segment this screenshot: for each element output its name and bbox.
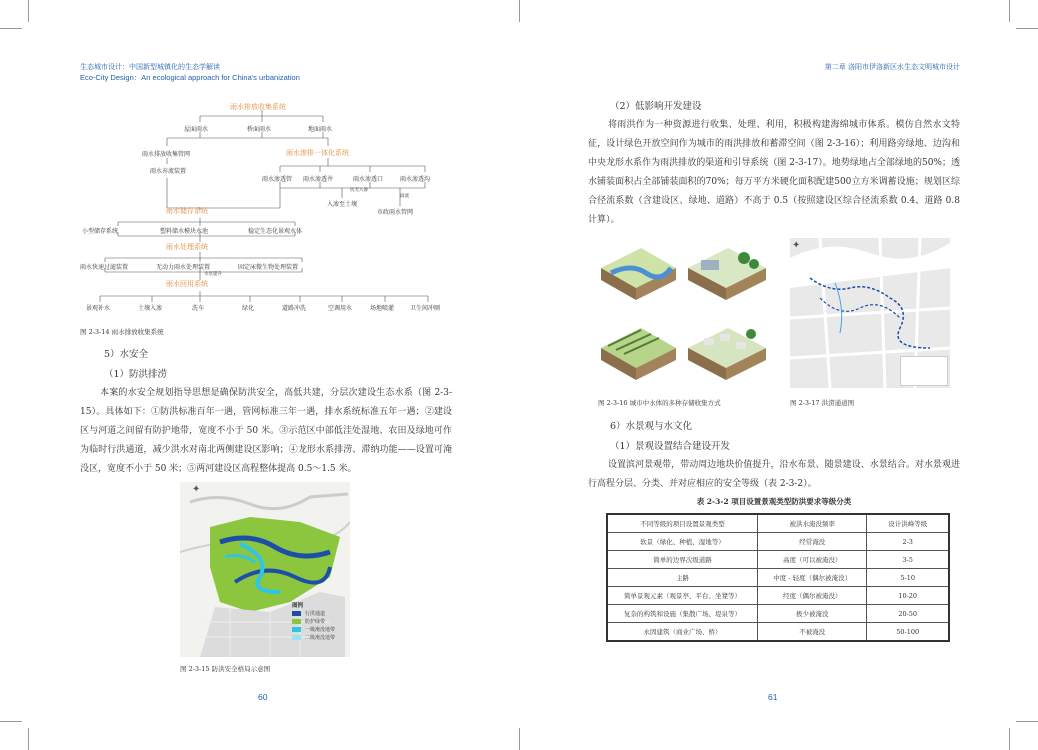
table-cell: 经度（偶尔被淹没）	[757, 587, 866, 605]
section-heading-water-landscape: 6）水景观与水文化	[610, 421, 693, 432]
table-cell: 经常淹没	[757, 533, 866, 551]
north-arrow-icon: ✦	[792, 240, 801, 251]
legend-item-protective-green: 防护绿带	[292, 618, 348, 626]
rainwater-flowchart	[80, 100, 450, 320]
table-row	[607, 533, 949, 551]
header-book-title-en: Eco-City Design：An ecological approach for China's urbanization	[80, 73, 300, 82]
table-cell: 简单景观元素（观景亭、平台、坐凳等）	[607, 587, 757, 605]
flow-node-ground-rainwater: 地面雨水	[308, 126, 333, 133]
table-cell: 中度 - 轻度（偶尔被淹没）	[757, 569, 866, 587]
flood-channel-map	[790, 238, 950, 388]
table-cell: 复杂的构筑和设施（集散广场、堤泉等）	[607, 605, 757, 623]
table-header-cell: 被洪水淹没频率	[757, 514, 866, 533]
flow-node-roof-rainwater: 屋面雨水	[184, 126, 209, 133]
legend-item-level1-flood: 一级淹没地带	[292, 626, 348, 634]
flow-note-pump: 水泵提升	[204, 272, 222, 277]
flow-node-discard-device: 雨水弃流装置	[150, 168, 187, 175]
flow-node-toilet-flushing: 卫生间冲厕	[410, 305, 441, 312]
table-cell: 5-10	[867, 569, 949, 587]
map-legend-box	[900, 356, 948, 386]
table-header-cell: 设计洪峰等级	[867, 514, 949, 533]
table-header-cell: 不同等级的项目设置景观类型	[607, 514, 757, 533]
flow-node-municipal-pipe: 市政雨水管网	[377, 209, 414, 216]
map-legend-title: 图例	[292, 603, 304, 609]
table-cell: 10-20	[867, 587, 949, 605]
subheading-flood-control: （1）防洪排涝	[104, 369, 168, 380]
flow-node-soil-seepage: 土壤入渗	[138, 305, 163, 312]
flood-safety-map	[180, 482, 350, 657]
table-cell: 50-100	[867, 623, 949, 642]
table-title: 表 2-3-2 项目设置景观类型防洪要求等级分类	[696, 497, 852, 506]
section-heading-water-security: 5）水安全	[104, 349, 149, 360]
flow-node-pipe-network: 雨水排放收集管网	[142, 151, 191, 158]
flow-node-microbial-treatment: 固定床微生物处理装置	[238, 264, 299, 271]
flow-node-ac-water: 空调用水	[328, 305, 353, 312]
flow-node-seepage-well: 雨水渗透井	[303, 176, 334, 183]
flow-node-car-wash: 洗车	[192, 305, 205, 312]
paragraph-low-impact-development: 将雨洪作为一种资源进行收集、处理、利用，积极构建海绵城市体系。模仿自然水文特征，设计绿色开放空间作为城市的雨洪排放和蓄滞空间（图 2-3-16）；利用路旁绿地、边沟和中央龙形水系作为雨洪排放的渠道和引导系统（图 2-3-17）。地势绿地占全部绿地的50%；透水铺装面积占全部铺装面积的70%；每万平方米硬化面积配建500立方米调蓄设施；规划区综合径流系数（含建设区、绿地、道路）不高于 0.5（按照建设区综合径流系数 0.4、道路 0.8 计算）。	[588, 120, 960, 225]
table-cell: 简单的边界次级道路	[607, 551, 757, 569]
flow-node-plastic-module-pool: 塑料储水模块水池	[160, 228, 209, 235]
paragraph-landscape-development: 设置滨河景观带，带动周边地块价值提升，沿水布景、随景建设、水景结合。对水景观进行高程分层、分类、并对应相应的安全等级（表 2-3-2）。	[588, 460, 960, 489]
table-row	[607, 587, 949, 605]
table-cell: 主路	[607, 569, 757, 587]
flow-node-soil-infiltration: 入渗至土壤	[327, 201, 358, 208]
header-book-title-cn: 生态城市设计：中国新型城镇化的生态学解读	[80, 63, 220, 71]
subheading-low-impact-development: （2）低影响开发建设	[610, 101, 702, 112]
table-cell: 3-5	[867, 551, 949, 569]
flow-node-reuse-system: 雨水回用系统	[166, 280, 208, 288]
table-cell: 20-50	[867, 605, 949, 623]
flow-node-collection-system: 雨水排放收集系统	[230, 103, 286, 111]
figure-caption-2-3-16: 图 2-3-16 城市中水体的多种存储收集方式	[598, 399, 721, 407]
flow-node-infiltration-system: 雨水渗排一体化系统	[286, 149, 349, 157]
paragraph-flood-control: 本案的水安全规划指导思想是确保防洪安全，高低共建，分层次建设生态水系（图 2-3-15）。具体如下：①防洪标准百年一遇，管网标准三年一遇，排水系统标准五年一遇；②建设区与河道之间留有防护地带，宽度不小于 50 米。③示范区中部低洼处湿地、农田及绿地可作为临时行洪通道，减少洪水对南北两侧建设区影响；④龙形水系排涝、滞纳功能——设置可淹没区，宽度不小于 50 米；⑤两河建设区高程整体提高 0.5～1.5 米。	[80, 388, 452, 474]
table-cell: 软景（绿化、种植、湿地等）	[607, 533, 757, 551]
page-number-left: 60	[258, 692, 268, 702]
flow-node-fast-filter: 雨水快速过滤装置	[80, 264, 129, 271]
figure-caption-2-3-15: 图 2-3-15 防洪安全格局示意图	[180, 665, 271, 673]
header-chapter-title: 第二章 洛阳市伊洛新区水生态文明城市设计	[824, 63, 960, 71]
page-number-right: 61	[768, 692, 778, 702]
flow-node-landscape-water: 景观补水	[86, 305, 111, 312]
table-header-row	[607, 514, 949, 533]
table-row	[607, 551, 949, 569]
flow-node-bridge-rainwater: 桥面雨水	[247, 126, 272, 133]
table-row	[607, 623, 949, 642]
flow-node-seepage-ditch: 雨水渗透沟	[400, 176, 431, 183]
flow-node-site-irrigation: 场地喷灌	[370, 305, 395, 312]
subheading-landscape-development: （1）景观设置结合建设开发	[610, 441, 731, 452]
flow-node-ecological-water: 稳定生态化景观水体	[248, 228, 303, 235]
table-cell: 不被淹没	[757, 623, 866, 642]
map-legend	[292, 602, 348, 642]
legend-item-flood-channel: 行洪通道	[292, 610, 348, 618]
flow-node-treatment-system: 雨水处理系统	[166, 243, 208, 251]
flow-node-unpowered-treatment: 无动力雨水处理装置	[156, 264, 211, 271]
flow-note-overflow: 溢流	[400, 194, 409, 199]
legend-item-level2-flood: 二级淹没地带	[292, 634, 348, 642]
flow-node-seepage-pipe: 雨水渗透管	[262, 176, 293, 183]
flood-level-table	[606, 513, 950, 642]
table-cell: 永固建筑（商业广场、桥）	[607, 623, 757, 642]
flow-note-infiltration: 抗无入渗	[350, 188, 368, 193]
flow-node-storage-system: 雨水储存系统	[166, 207, 208, 215]
table-cell: 极少被淹没	[757, 605, 866, 623]
figure-caption-2-3-17: 图 2-3-17 洪涝通道图	[790, 399, 855, 407]
flow-node-road-washing: 道路冲洗	[282, 305, 307, 312]
table-row	[607, 605, 949, 623]
figure-caption-2-3-14: 图 2-3-14 雨水排放收集系统	[80, 328, 164, 336]
table-cell: 2-3	[867, 533, 949, 551]
north-arrow-icon: ✦	[192, 484, 201, 495]
table-cell: 高度（可以被淹没）	[757, 551, 866, 569]
flow-node-greening: 绿化	[242, 305, 255, 312]
flow-node-small-storage: 小型储存系统	[82, 228, 119, 235]
flow-node-seepage-inlet: 雨水渗透口	[353, 176, 384, 183]
water-storage-illustrations	[596, 238, 770, 388]
table-row	[607, 569, 949, 587]
